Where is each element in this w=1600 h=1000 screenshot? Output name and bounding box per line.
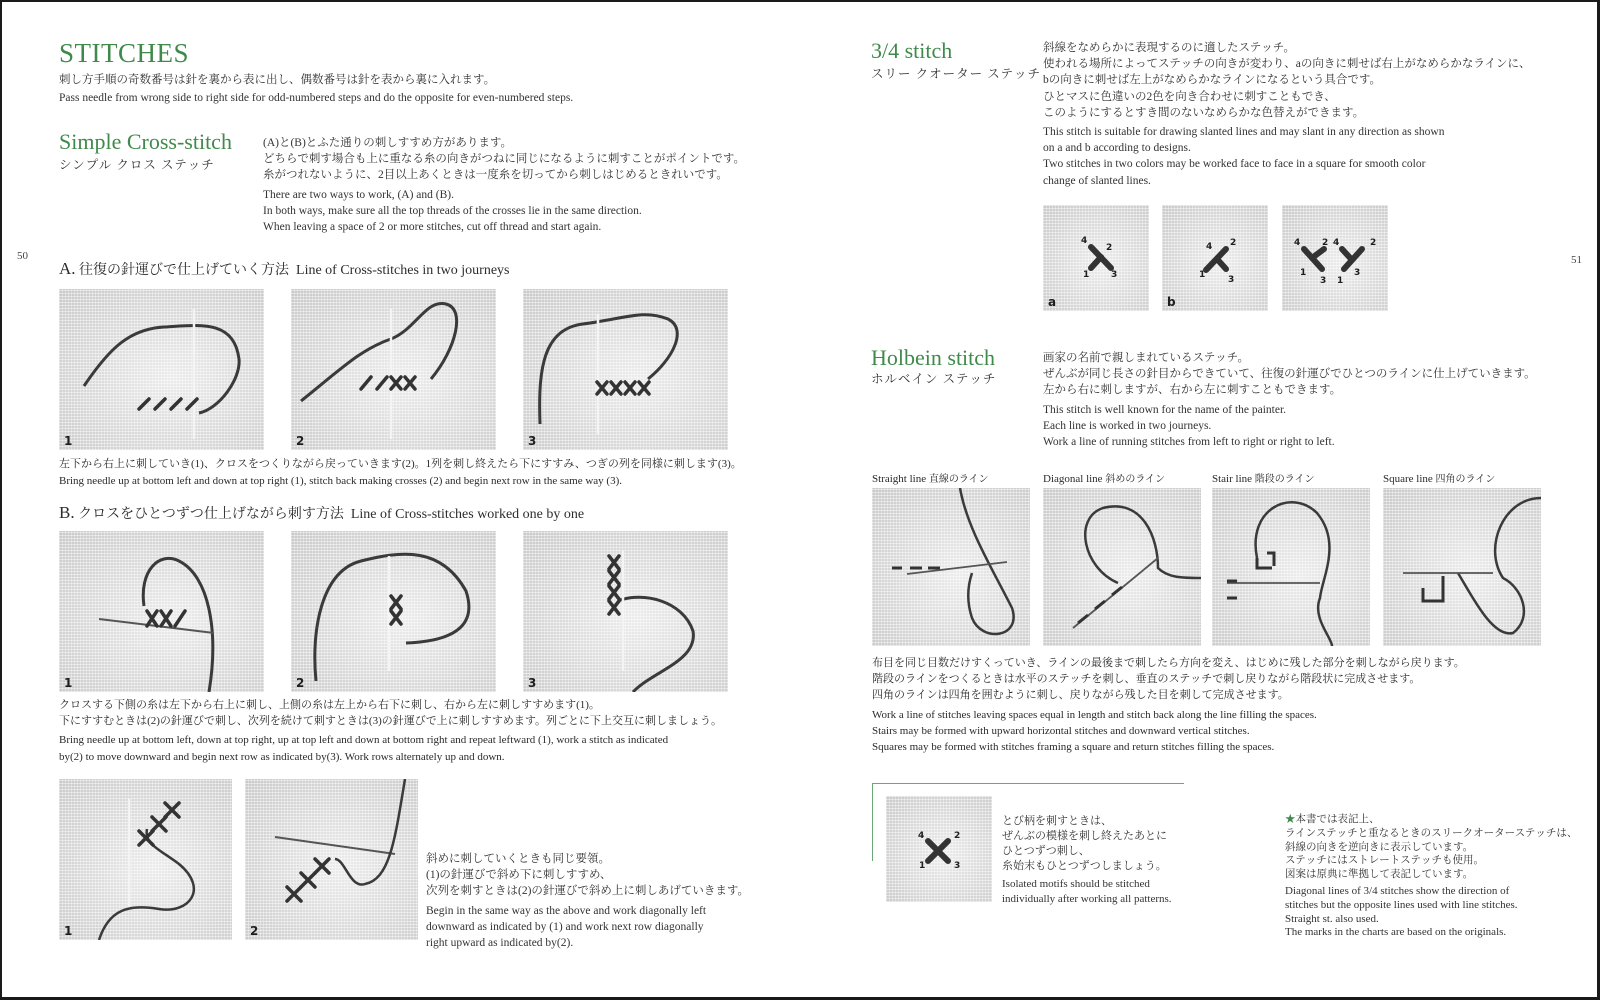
section-b-caption xyxy=(59,697,722,765)
page-number-right: 51 xyxy=(1571,254,1582,266)
section-a-title-en: Line of Cross-stitches in two journeys xyxy=(296,263,510,278)
caption-en: Work a line of stitches leaving spaces equal in length and stitch back along the line filling the spaces. xyxy=(872,708,1317,721)
jp-line: bの向きに刺せば左上がなめらかなラインになるという具合です。 xyxy=(1043,74,1381,87)
photo-step-number: 1 xyxy=(64,676,73,690)
photo-diag2 xyxy=(245,779,418,940)
jp-line: 糸がつれないように、2目以上あくときは一度糸を切ってから刺しはじめるときれいです。 xyxy=(263,169,728,182)
intro-en: Pass needle from wrong side to right side for odd-numbered steps and do the opposite for even-numbered steps. xyxy=(59,92,574,105)
stitch-photo-illustration xyxy=(291,289,496,450)
jp-line: 左から右に刺しますが、右から左に刺すこともできます。 xyxy=(1043,384,1342,397)
section-b-title-en: Line of Cross-stitches worked one by one xyxy=(350,507,585,522)
svg-text:1: 1 xyxy=(1300,268,1307,278)
stitch-photo-illustration xyxy=(1282,205,1388,311)
photo-step-number: 2 xyxy=(296,676,305,690)
jp-line: 斜めに刺していくときも同じ要領。 xyxy=(426,853,610,865)
caption-en: Bring needle up at bottom left and down at top right (1), stitch back making crosses (2) and begin next row in the same way (3). xyxy=(59,475,622,488)
caption-en: Bring needle up at bottom left, down at top right, up at top left and down at bottom right and repeat leftward (1), work a stitch as indicated xyxy=(59,734,669,747)
section-a-heading xyxy=(59,260,510,280)
svg-text:4: 4 xyxy=(1081,236,1088,246)
en-line: In both ways, make sure all the top threads of the crosses lie in the same direction. xyxy=(263,204,642,217)
jp-line: 画家の名前で親しまれているステッチ。 xyxy=(1043,352,1249,364)
svg-text:2: 2 xyxy=(1370,238,1377,248)
en-line: on a and b according to designs. xyxy=(1043,142,1191,155)
svg-text:2: 2 xyxy=(1230,238,1237,248)
section-a-caption xyxy=(59,456,742,489)
jp-line: (1)の針運びで斜め下に刺しすすめ、 xyxy=(426,869,612,882)
stitch-photo-illustration xyxy=(523,531,728,692)
photo-b3 xyxy=(523,531,728,692)
svg-text:2: 2 xyxy=(1322,238,1329,248)
intro-text xyxy=(59,72,573,106)
svg-text:2: 2 xyxy=(954,831,961,841)
label-en: Straight line xyxy=(872,473,927,485)
stitch-photo-illustration xyxy=(886,796,992,902)
stitch-photo-illustration xyxy=(872,488,1030,646)
chart-note xyxy=(1285,813,1577,940)
caption-jp: 布目を同じ目数だけすくっていき、ラインの最後まで刺したら方向を変え、はじめに残した部分を刺しながら戻ります。 xyxy=(872,657,1465,669)
svg-text:1: 1 xyxy=(919,861,926,871)
en-line: Work a line of running stitches from left to right or right to left. xyxy=(1043,436,1335,449)
en-line: There are two ways to work, (A) and (B). xyxy=(263,188,454,201)
photo-isolated-motif xyxy=(886,796,992,902)
jp-line: 図案は原典に準拠して表記しています。 xyxy=(1285,869,1474,881)
svg-text:4: 4 xyxy=(1333,238,1340,248)
stitch-photo-illustration xyxy=(59,779,232,940)
jp-line: ひとつずつ刺し、 xyxy=(1002,845,1090,857)
photo-diag1 xyxy=(59,779,232,940)
svg-text:3: 3 xyxy=(1111,270,1118,280)
svg-text:1: 1 xyxy=(1199,270,1206,280)
jp-line: ぜんぶの模様を刺し終えたあとに xyxy=(1002,830,1167,842)
caption-jp: 階段のラインをつくるときは水平のステッチを刺し、垂直のステッチで刺し戻りながら階段状に完成させます。 xyxy=(872,673,1421,686)
photo-step-number: 2 xyxy=(296,434,305,448)
jp-line: 斜線の向きを逆向きに表示しています。 xyxy=(1285,841,1474,853)
diagonal-description xyxy=(426,851,749,951)
svg-text:4: 4 xyxy=(1294,238,1301,248)
jp-line: ひとマスに色違いの2色を向き合わせに刺すこともでき、 xyxy=(1043,90,1336,103)
photo-a1 xyxy=(59,289,264,450)
simple-cross-title-jp: シンプル クロス ステッチ xyxy=(59,158,215,172)
star-icon: ★ xyxy=(1285,814,1296,825)
isolated-motif-text xyxy=(1002,814,1172,907)
label-jp: 四角のライン xyxy=(1435,474,1496,485)
jp-line: ぜんぶが同じ長さの針目からできていて、往復の針運びでひとつのラインに仕上げていきます。 xyxy=(1043,368,1536,381)
stitch-photo-illustration xyxy=(523,289,728,450)
three-quarter-title: 3/4 stitch xyxy=(871,38,953,63)
section-a-letter: A. xyxy=(59,259,76,278)
en-line: Straight st. also used. xyxy=(1285,912,1379,925)
three-quarter-description xyxy=(1043,40,1531,189)
photo-holbein-square xyxy=(1383,488,1541,646)
jp-line: このようにするとすき間のないなめらかな色替えができます。 xyxy=(1043,106,1365,119)
stitch-photo-illustration xyxy=(1212,488,1370,646)
svg-text:3: 3 xyxy=(1228,275,1235,285)
jp-line: 使われる場所によってステッチの向きが変わり、aの向きに刺せば右上がなめらかなラインに、 xyxy=(1043,58,1531,71)
holbein-label-diagonal xyxy=(1043,470,1165,485)
en-line: Each line is worked in two journeys. xyxy=(1043,419,1212,432)
photo-label: a xyxy=(1048,295,1057,309)
caption-en: Stairs may be formed with upward horizontal stitches and downward vertical stitches. xyxy=(872,724,1250,737)
photo-3q-a xyxy=(1043,205,1149,311)
label-jp: 直線のライン xyxy=(928,474,989,485)
en-line: individually after working all patterns. xyxy=(1002,893,1172,905)
label-en: Diagonal line xyxy=(1043,473,1103,485)
en-line: change of slanted lines. xyxy=(1043,174,1151,187)
stitch-photo-illustration xyxy=(59,289,264,450)
jp-line: 次列を刺すときは(2)の針運びで斜め上に刺しあげていきます。 xyxy=(426,885,749,898)
label-jp: 斜めのライン xyxy=(1105,474,1166,485)
photo-holbein-diagonal xyxy=(1043,488,1201,646)
jp-line: どちらで刺す場合も上に重なる糸の向きがつねに同じになるように刺すことがポイントです。 xyxy=(263,153,745,166)
svg-text:4: 4 xyxy=(1206,242,1213,252)
photo-a2 xyxy=(291,289,496,450)
en-line: Two stitches in two colors may be worked face to face in a square for smooth color xyxy=(1043,158,1426,171)
holbein-caption xyxy=(872,655,1465,755)
section-b-heading xyxy=(59,504,584,524)
photo-step-number: 3 xyxy=(528,676,537,690)
section-b-letter: B. xyxy=(59,503,75,522)
caption-jp: 下にすすむときは(2)の針運びで刺し、次列を続けて刺すときは(3)の針運びで上に刺しすすめます。列ごとに下上交互に刺しましょう。 xyxy=(59,715,722,728)
label-en: Square line xyxy=(1383,473,1433,485)
svg-text:4: 4 xyxy=(918,831,925,841)
en-line: The marks in the charts are based on the originals. xyxy=(1285,926,1507,939)
photo-3q-b xyxy=(1162,205,1268,311)
stitch-photo-illustration xyxy=(291,531,496,692)
photo-holbein-straight xyxy=(872,488,1030,646)
photo-3q-pair xyxy=(1282,205,1388,311)
holbein-description xyxy=(1043,350,1536,450)
jp-line: ★本書では表記上、 xyxy=(1285,814,1380,825)
intro-jp: 刺し方手順の奇数番号は針を裏から表に出し、偶数番号は針を表から裏に入れます。 xyxy=(59,74,496,86)
jp-line: 糸始末もひとつずつしましょう。 xyxy=(1002,860,1167,872)
stitch-photo-illustration xyxy=(1162,205,1268,311)
photo-b1 xyxy=(59,531,264,692)
svg-text:3: 3 xyxy=(1354,268,1361,278)
simple-cross-title: Simple Cross-stitch xyxy=(59,129,232,154)
en-line: This stitch is well known for the name of the painter. xyxy=(1043,403,1287,416)
en-line: Diagonal lines of 3/4 stitches show the direction of xyxy=(1285,884,1510,897)
photo-holbein-stair xyxy=(1212,488,1370,646)
caption-jp: 四角のラインは四角を囲むように刺し、戻りながら残した目を刺して完成させます。 xyxy=(872,689,1289,702)
en-line: right upward as indicated by(2). xyxy=(426,937,574,950)
holbein-label-straight xyxy=(872,470,989,485)
en-line: stitches but the opposite lines used with line stitches. xyxy=(1285,898,1518,911)
label-en: Stair line xyxy=(1212,473,1253,485)
caption-jp: クロスする下側の糸は左下から右上に刺し、上側の糸は左上から右下に刺し、右から左に刺しすすめます(1)。 xyxy=(59,699,600,711)
holbein-label-square xyxy=(1383,470,1495,485)
page-number-left: 50 xyxy=(17,250,28,262)
en-line: When leaving a space of 2 or more stitches, cut off thread and start again. xyxy=(263,221,602,234)
three-quarter-title-jp: スリー クオーター ステッチ xyxy=(871,67,1042,81)
jp-line: ラインステッチと重なるときのスリークオーターステッチは、 xyxy=(1285,827,1578,839)
section-a-title-jp: 往復の針運びで仕上げていく方法 xyxy=(79,263,290,278)
en-line: This stitch is suitable for drawing slanted lines and may slant in any direction as shown xyxy=(1043,126,1445,139)
photo-step-number: 3 xyxy=(528,434,537,448)
holbein-label-stair xyxy=(1212,470,1314,485)
label-jp: 階段のライン xyxy=(1254,474,1315,485)
stitch-photo-illustration xyxy=(1383,488,1541,646)
jp-line: ステッチにはストレートステッチも使用。 xyxy=(1285,855,1484,867)
photo-a3 xyxy=(523,289,728,450)
en-line: Isolated motifs should be stitched xyxy=(1002,878,1150,890)
stitch-photo-illustration xyxy=(1043,205,1149,311)
stitch-photo-illustration xyxy=(1043,488,1201,646)
svg-text:2: 2 xyxy=(1106,243,1113,253)
page-title: STITCHES xyxy=(59,38,190,68)
photo-step-number: 2 xyxy=(250,924,259,938)
en-line: downward as indicated by (1) and work next row diagonally xyxy=(426,920,704,933)
section-b-title-jp: クロスをひとつずつ仕上げながら刺す方法 xyxy=(78,507,344,522)
holbein-title: Holbein stitch xyxy=(871,345,996,370)
jp-line: 斜線をなめらかに表現するのに適したステッチ。 xyxy=(1043,42,1295,54)
simple-cross-description xyxy=(263,135,745,235)
caption-en: by(2) to move downward and begin next row as indicated by(3). Work rows alternately up and down. xyxy=(59,750,505,763)
svg-text:1: 1 xyxy=(1083,270,1090,280)
photo-b2 xyxy=(291,531,496,692)
svg-text:3: 3 xyxy=(1320,276,1327,286)
photo-label: b xyxy=(1167,295,1176,309)
en-line: Begin in the same way as the above and work diagonally left xyxy=(426,904,707,917)
photo-step-number: 1 xyxy=(64,924,73,938)
stitch-photo-illustration xyxy=(245,779,418,940)
svg-text:3: 3 xyxy=(954,861,961,871)
stitch-photo-illustration xyxy=(59,531,264,692)
caption-en: Squares may be formed with stitches framing a square and return stitches filling the spaces. xyxy=(872,741,1275,754)
jp-line: とび柄を刺すときは、 xyxy=(1002,815,1112,827)
photo-step-number: 1 xyxy=(64,434,73,448)
svg-text:1: 1 xyxy=(1337,276,1344,286)
holbein-title-jp: ホルベイン ステッチ xyxy=(871,372,997,386)
jp-line: (A)と(B)とふた通りの刺しすすめ方があります。 xyxy=(263,137,512,149)
caption-jp: 左下から右上に刺していき(1)、クロスをつくりながら戻っていきます(2)。1列を刺し終えたら下にすすみ、つぎの列を同様に刺します(3)。 xyxy=(59,458,742,470)
